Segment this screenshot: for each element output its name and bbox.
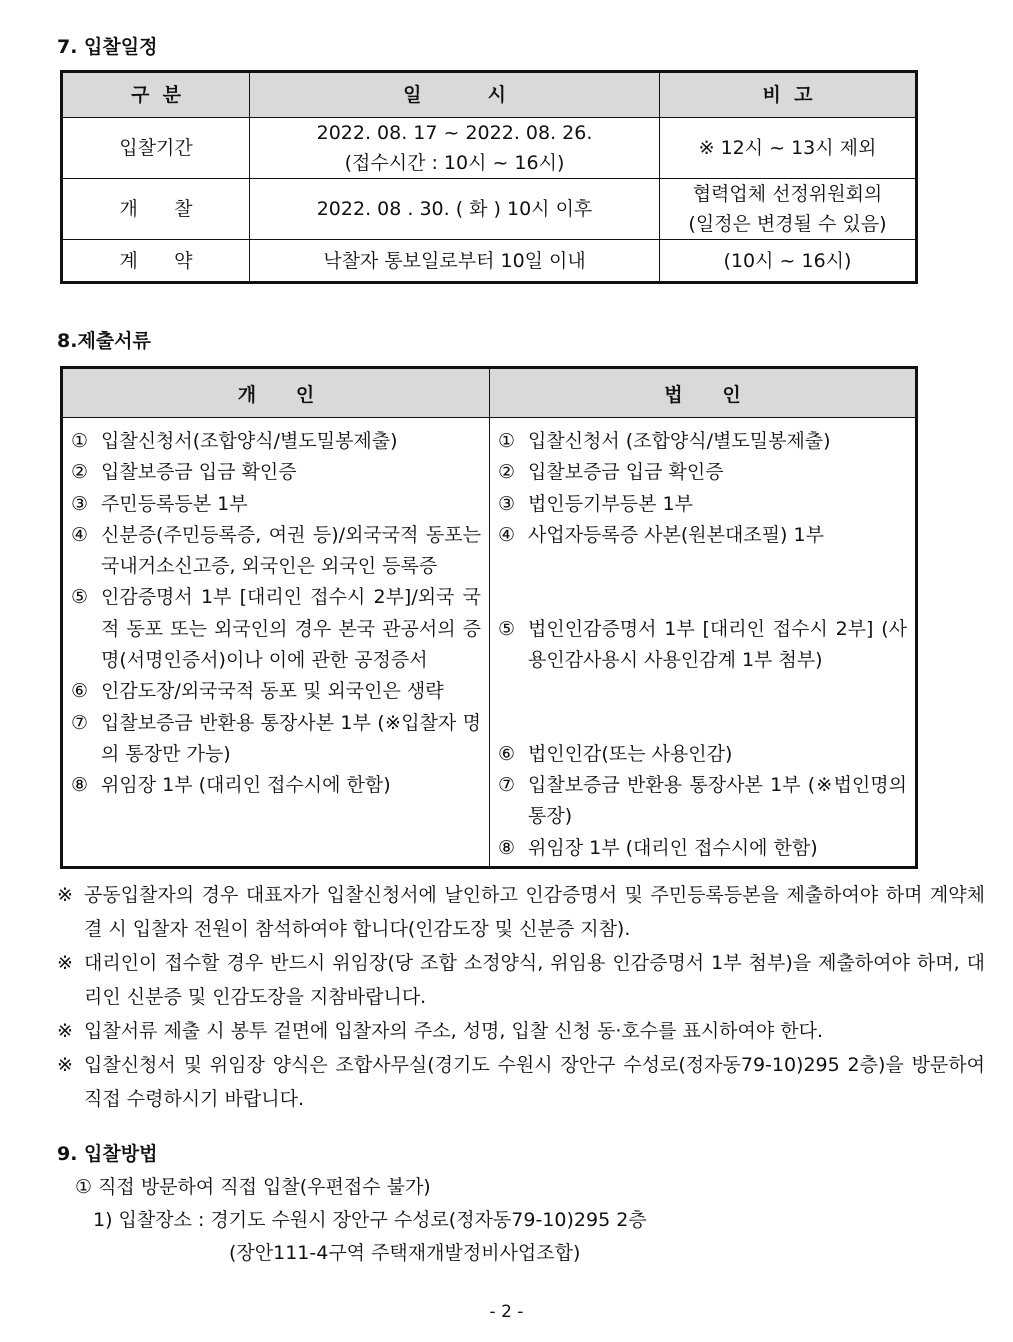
place-detail-line: (장안111-4구역 주택재개발정비사업조합) (229, 1242, 581, 1264)
list-item: ② 입찰보증금 입금 확인증 (498, 461, 724, 484)
list-item: ④ 사업자등록증 사본(원본대조필) 1부 (498, 523, 824, 546)
reference-mark-icon: ※ (57, 1020, 73, 1042)
row-note: 협력업체 선정위원회의 (일정은 변경될 수 있음) (660, 179, 917, 240)
reference-mark-icon: ※ (57, 952, 73, 974)
header-remarks: 비 고 (660, 72, 917, 118)
method-line: ① 직접 방문하여 직접 입찰(우편접수 불가) (75, 1176, 431, 1198)
section9-heading: 9. 입찰방법 (57, 1143, 158, 1165)
section7-heading: 7. 입찰일정 (57, 36, 158, 58)
list-item: ③ 주민등록등본 1부 (71, 492, 248, 515)
schedule-table (60, 70, 918, 284)
list-item: ⑤ 인감증명서 1부 [대리인 접수시 2부]/외국 국적 동포 또는 외국인의 경우 본국 관공서의 증명(서명인증서)이나 이에 관한 공정증서 (71, 586, 481, 672)
section9 (57, 1138, 647, 1270)
notes (57, 878, 985, 1116)
note-item: ※ 입찰신청서 및 위임장 양식은 조합사무실(경기도 수원시 장안구 수성로(정자동79-10)295 2층)을 방문하여 직접 수령하시기 바랍니다. (57, 1048, 985, 1116)
schedule-row-contract (62, 240, 917, 283)
schedule-header-row (62, 72, 917, 118)
list-item: ③ 법인등기부등본 1부 (498, 492, 693, 515)
header-datetime: 일 시 (250, 72, 660, 118)
reference-mark-icon: ※ (57, 884, 73, 906)
row-date: 2022. 08 . 30. ( 화 ) 10시 이후 (250, 179, 660, 240)
list-item: ⑦ 입찰보증금 반환용 통장사본 1부 (※법인명의 통장) (498, 774, 907, 828)
note-item: ※ 공동입찰자의 경우 대표자가 입찰신청서에 날인하고 인감증명서 및 주민등록등본을 제출하여야 하며 계약체결 시 입찰자 전원이 참석하여야 합니다(인감도장 및 신분증 지참). (57, 878, 985, 946)
list-item: ⑦ 입찰보증금 반환용 통장사본 1부 (※입찰자 명의 통장만 가능) (71, 711, 481, 765)
list-item: ① 입찰신청서(조합양식/별도밀봉제출) (71, 430, 398, 452)
row-date: 2022. 08. 17 ~ 2022. 08. 26. (접수시간 : 10시 ~ 16시) (250, 118, 660, 179)
documents-header-row (62, 368, 917, 418)
header-category: 구 분 (62, 72, 250, 118)
row-label: 입찰기간 (62, 118, 250, 179)
list-item: ② 입찰보증금 입금 확인증 (71, 461, 297, 484)
documents-table (60, 366, 918, 869)
row-note: ※ 12시 ~ 13시 제외 (660, 118, 917, 179)
header-corporate: 법 인 (490, 368, 917, 418)
row-label: 계 약 (62, 240, 250, 283)
list-item: ① 입찰신청서 (조합양식/별도밀봉제출) (498, 430, 831, 452)
note-item: ※ 입찰서류 제출 시 봉투 겉면에 입찰자의 주소, 성명, 입찰 신청 동·호수를 표시하여야 한다. (57, 1014, 985, 1048)
row-label: 개 찰 (62, 179, 250, 240)
personal-documents (62, 418, 490, 868)
place-line: 1) 입찰장소 : 경기도 수원시 장안구 수성로(정자동79-10)295 2층 (93, 1209, 647, 1231)
section8-heading: 8.제출서류 (57, 330, 151, 352)
list-item: ⑥ 인감도장/외국국적 동포 및 외국인은 생략 (71, 680, 444, 703)
row-date: 낙찰자 통보일로부터 10일 이내 (250, 240, 660, 283)
schedule-row-bidding (62, 118, 917, 179)
header-personal: 개 인 (62, 368, 490, 418)
note-item: ※ 대리인이 접수할 경우 반드시 위임장(당 조합 소정양식, 위임용 인감증명서 1부 첨부)을 제출하여야 하며, 대리인 신분증 및 인감도장을 지참바랍니다. (57, 946, 985, 1014)
list-item: ④ 신분증(주민등록증, 여권 등)/외국국적 동포는 국내거소신고증, 외국인은 외국인 등록증 (71, 523, 481, 578)
list-item: ⑥ 법인인감(또는 사용인감) (498, 742, 733, 765)
list-item: ⑧ 위임장 1부 (대리인 접수시에 한함) (71, 774, 391, 797)
page-number: - 2 - (489, 1302, 524, 1322)
row-note: (10시 ~ 16시) (660, 240, 917, 283)
list-item: ⑧ 위임장 1부 (대리인 접수시에 한함) (498, 836, 818, 859)
reference-mark-icon: ※ (57, 1054, 73, 1076)
schedule-row-opening (62, 179, 917, 240)
corporate-documents (490, 418, 917, 868)
list-item: ⑤ 법인인감증명서 1부 [대리인 접수시 2부] (사용인감사용시 사용인감계 1부 첨부) (498, 617, 907, 672)
